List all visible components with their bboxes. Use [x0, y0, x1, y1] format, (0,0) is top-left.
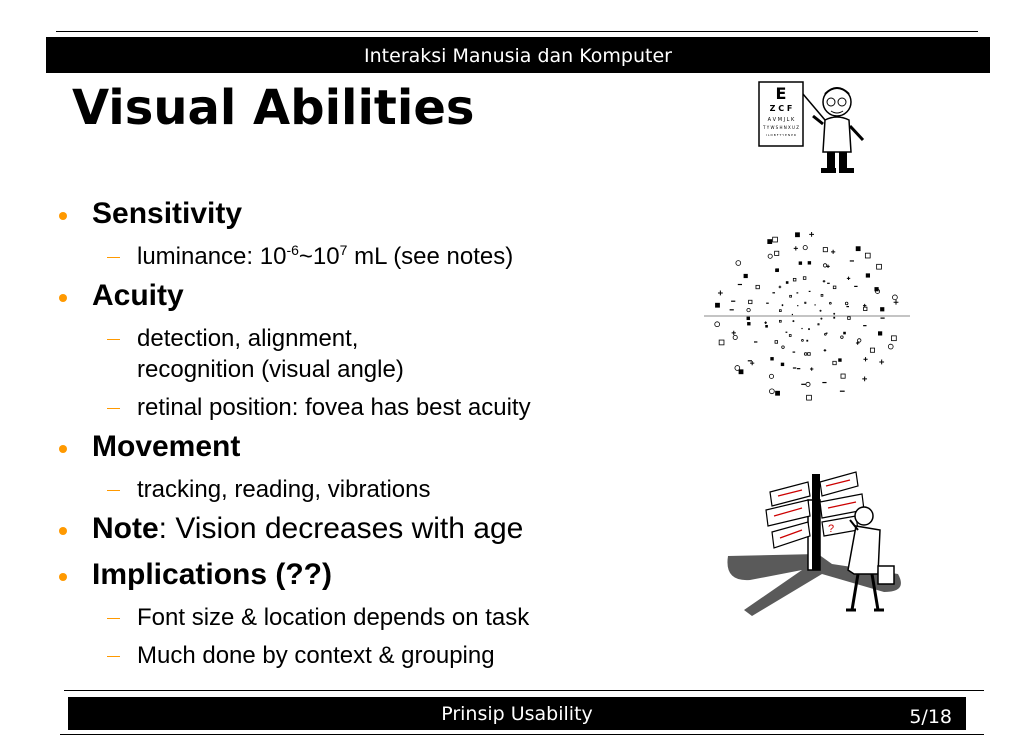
cloud-symbol: [831, 250, 835, 254]
cloud-symbol: [823, 264, 826, 267]
cloud-symbol: [775, 269, 778, 272]
cloud-symbol: [803, 246, 807, 250]
cloud-symbol: [845, 302, 848, 305]
cloud-symbol: [802, 339, 804, 341]
cloud-symbol: [747, 322, 750, 325]
cloud-symbol: [818, 324, 819, 325]
eye-chart-row: A V M J L K: [767, 117, 795, 123]
cloud-symbol: [797, 305, 798, 306]
cloud-symbol: [856, 246, 861, 251]
cloud-symbol: [794, 246, 798, 250]
dash-icon: [107, 408, 120, 409]
cloud-symbol: [870, 348, 874, 352]
cloud-symbol: [865, 253, 870, 258]
cloud-symbol: [803, 277, 806, 280]
cloud-symbol: [779, 310, 781, 312]
sub-movement-tracking: tracking, reading, vibrations: [137, 476, 431, 503]
bullet-sensitivity: Sensitivity: [92, 197, 243, 230]
cloud-symbol: [736, 261, 741, 266]
eye-chart-row: T Y W S H N X U Z: [763, 125, 799, 130]
top-rule: [56, 31, 978, 32]
sub-acuity-detection: detection, alignment, recognition (visual angle): [137, 325, 404, 383]
cloud-symbol: [823, 280, 826, 283]
cloud-symbol: [820, 310, 821, 311]
cloud-symbol: [795, 232, 800, 237]
cloud-symbol: [864, 307, 867, 310]
sub-luminance: luminance: $10^{-6}\sim 10^7$ mL (see notes): [137, 242, 514, 270]
bullet-implications: Implications (??): [92, 558, 332, 591]
cloud-symbol: [719, 340, 724, 345]
bullet-acuity: Acuity: [92, 279, 184, 312]
cloud-symbol: [793, 320, 794, 321]
cloud-symbol: [838, 358, 841, 361]
cloud-symbol: [747, 317, 750, 320]
cloud-symbol: [879, 360, 884, 365]
cloud-symbol: [747, 308, 750, 311]
footer-rule: [64, 690, 984, 691]
cloud-symbol: [833, 317, 835, 319]
cloud-symbol: [769, 389, 774, 394]
cloud-symbol: [806, 340, 808, 342]
cloud-symbol: [806, 382, 810, 386]
footer-title: Prinsip Usability: [441, 703, 593, 725]
cloud-symbol: [715, 303, 720, 308]
cloud-symbol: [773, 237, 778, 242]
cloud-symbol: [880, 307, 884, 311]
cloud-symbol: [823, 248, 827, 252]
signpost-clipart: [722, 470, 908, 622]
dash-icon: [107, 490, 120, 491]
cloud-symbol: [888, 344, 893, 349]
cloud-symbol: [808, 261, 811, 264]
cloud-symbol: [779, 286, 782, 289]
dash-icon: [107, 618, 120, 619]
cloud-symbol: [805, 302, 806, 303]
cloud-symbol: [790, 295, 792, 297]
cloud-symbol: [793, 278, 796, 281]
cloud-symbol: [782, 346, 785, 349]
cloud-symbol: [866, 273, 870, 277]
cloud-symbol: [810, 367, 813, 370]
cloud-symbol: [891, 336, 896, 341]
bullet-icon: [59, 212, 67, 220]
bullet-movement: Movement: [92, 430, 241, 463]
cloud-symbol: [824, 333, 826, 335]
cloud-symbol: [894, 300, 899, 305]
cloud-symbol: [775, 391, 780, 396]
cloud-symbol: [744, 274, 748, 278]
cloud-symbol: [824, 349, 827, 352]
cloud-symbol: [808, 353, 811, 356]
bullet-icon: [59, 445, 67, 453]
bullet-icon: [59, 294, 67, 302]
cloud-symbol: [804, 353, 807, 356]
cloud-symbol: [843, 332, 846, 335]
cloud-symbol: [814, 304, 815, 305]
cloud-symbol: [756, 285, 759, 288]
cloud-symbol: [765, 325, 768, 328]
cloud-symbol: [829, 302, 831, 304]
cloud-symbol: [792, 314, 793, 315]
dash-icon: [107, 257, 120, 258]
cloud-symbol: [893, 295, 898, 300]
cloud-symbol: [847, 277, 850, 280]
cloud-symbol: [807, 395, 812, 400]
cloud-symbol: [862, 376, 867, 381]
eye-chart-row: Z C F: [769, 104, 793, 113]
cloud-symbol: [841, 374, 845, 378]
dash-icon: [107, 656, 120, 657]
cloud-symbol: [786, 281, 789, 284]
footer-bar: [68, 697, 966, 730]
eye-chart-row: I L D B F T Y E N P R: [766, 133, 796, 137]
cloud-symbol: [764, 321, 767, 324]
bullet-icon: [59, 573, 67, 581]
cloud-symbol: [821, 294, 823, 296]
cloud-symbol: [878, 331, 882, 335]
cloud-symbol: [833, 286, 836, 289]
cloud-symbol: [799, 261, 802, 264]
cloud-symbol: [789, 335, 791, 337]
svg-text:?: ?: [828, 523, 835, 535]
cloud-symbol: [739, 369, 744, 374]
cloud-symbol: [782, 304, 784, 306]
cloud-symbol: [769, 374, 773, 378]
sub-acuity-retinal: retinal position: fovea has best acuity: [137, 394, 531, 421]
cloud-symbol: [841, 336, 844, 339]
header-bar: [46, 37, 990, 73]
cloud-symbol: [768, 254, 772, 258]
cloud-symbol: [848, 317, 851, 320]
cloud-symbol: [750, 361, 754, 365]
eye-chart-row: E: [775, 84, 787, 103]
cloud-symbol: [833, 361, 836, 364]
cloud-symbol: [733, 335, 737, 339]
cloud-symbol: [732, 331, 736, 335]
bullet-note: Note: Vision decreases with age: [92, 512, 524, 545]
slide-title: Visual Abilities: [72, 80, 475, 136]
course-title: Interaksi Manusia dan Komputer: [364, 45, 672, 67]
cloud-symbol: [821, 318, 822, 319]
bullet-icon: [59, 527, 67, 535]
page-number: 5/18: [909, 706, 952, 728]
cloud-symbol: [779, 320, 781, 322]
cloud-symbol: [863, 357, 867, 361]
cloud-symbol: [718, 291, 723, 296]
cloud-symbol: [877, 264, 882, 269]
eye-doctor-clipart: [755, 80, 870, 176]
cloud-symbol: [809, 232, 814, 237]
cloud-symbol: [781, 363, 784, 366]
sub-impl-context: Much done by context & grouping: [137, 642, 495, 669]
cloud-symbol: [767, 239, 772, 244]
cloud-symbol: [715, 322, 720, 327]
dash-icon: [107, 339, 120, 340]
cloud-symbol: [775, 251, 779, 255]
cloud-symbol: [808, 329, 809, 330]
sub-impl-font: Font size & location depends on task: [137, 604, 530, 631]
bottom-rule: [60, 734, 984, 735]
symbol-cloud-clipart: [704, 232, 910, 408]
cloud-symbol: [770, 357, 773, 360]
cloud-symbol: [749, 300, 752, 303]
cloud-symbol: [833, 313, 835, 315]
cloud-symbol: [775, 341, 778, 344]
